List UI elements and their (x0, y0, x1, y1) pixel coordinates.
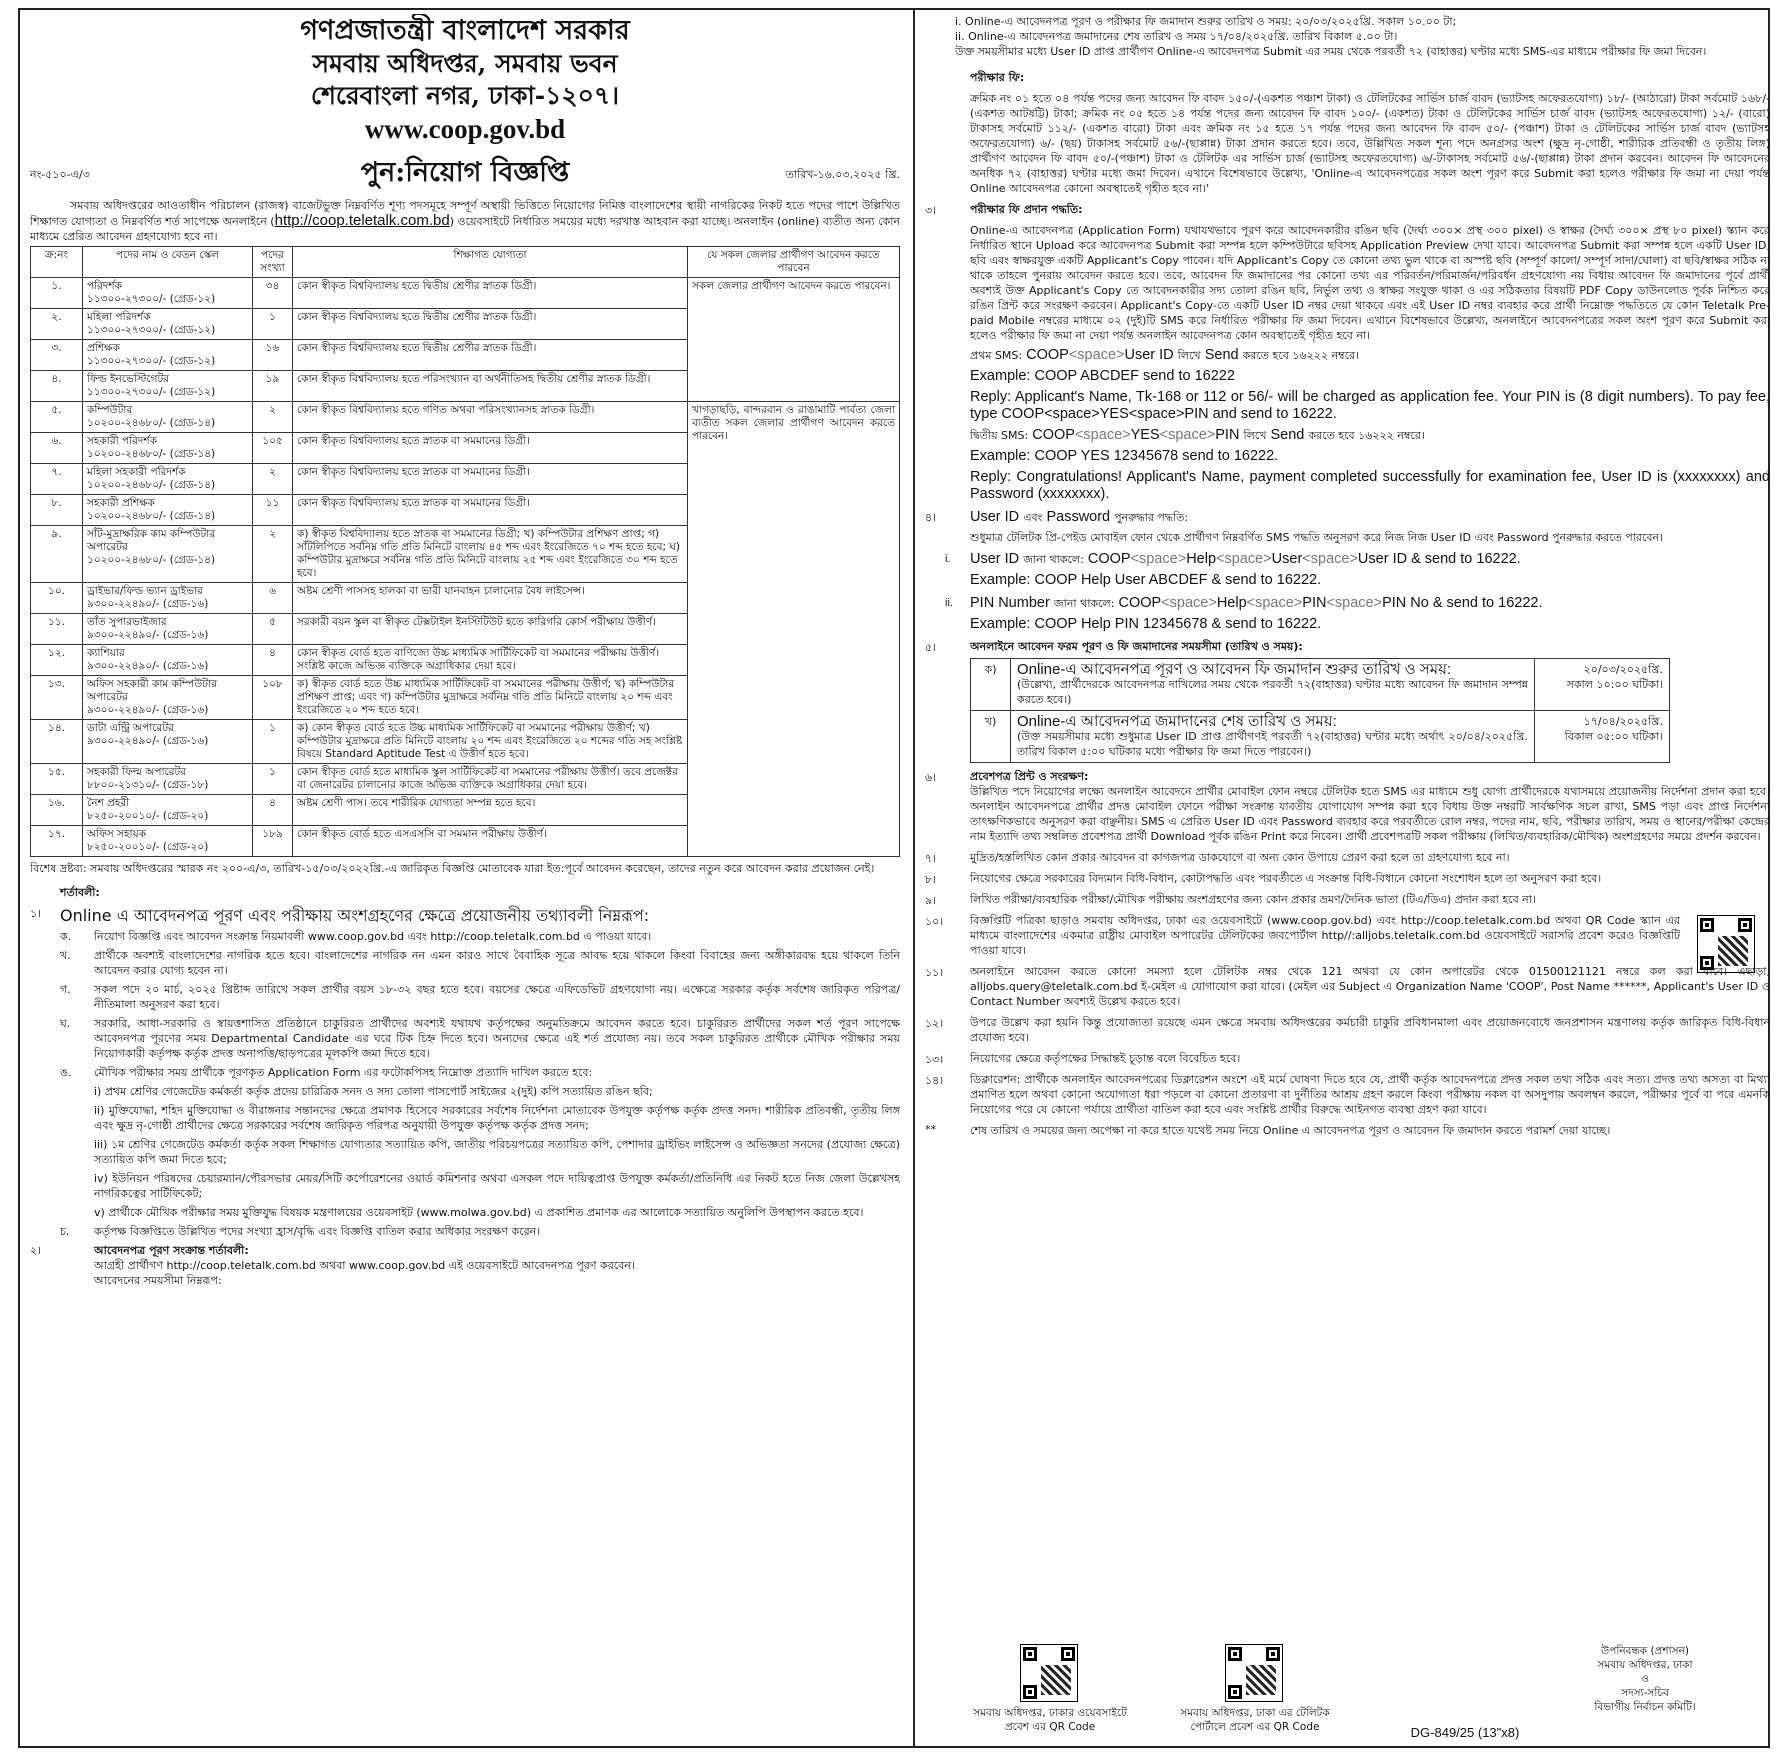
second-sms: দ্বিতীয় SMS: COOP<space>YES<space>PIN লিখে Send করতে হবে ১৬২২২ নম্বরে। (970, 427, 1425, 443)
pay-scale: ৯৩০০-২২৪৯০/- (গ্রেড-১৬) (87, 598, 209, 610)
condition-2-title: আবেদনপত্র পূরণ সংক্রান্ত শর্তাবলী: (94, 1244, 249, 1257)
condition-1-ga (60, 982, 900, 1012)
memo-number: নং-৫১০-এ/৩ (30, 168, 90, 181)
post-name: মহিলা পরিদর্শক (87, 311, 151, 323)
condition-1-ka (60, 929, 900, 944)
signature-block: উপনিবন্ধক (প্রশাসন) সমবায় অধিদপ্তর, ঢাকা ও সদস্য-সচিব বিভাগীয় নির্বাচন কমিটি। (1594, 1645, 1696, 1713)
section-12: ১২। উপরে উল্লেখ করা হয়নি কিন্তু প্রযোজ্যতা রয়েছে এমন ক্ষেত্রে সমবায় অধিদপ্তরের কর্মচারী চাকুরি প্রবিধানমালা এবং প্রয়োজনবোধে জনপ্রশাসন মন্ত্রণালয় কর্তৃক জারিকৃত বিধি-বিধান প্রযোজ্য হবে। (925, 1016, 1770, 1044)
cell-qualification: কোন স্বীকৃত বিশ্ববিদ্যালয় হতে পরিসংখ্যান বা অর্থনীতিসহ দ্বিতীয় শ্রেণীর স্নাতক ডিগ্রী। (293, 371, 688, 402)
dept-address: শেরেবাংলা নগর, ঢাকা-১২০৭। (310, 81, 620, 110)
condition-text: Online এ আবেদনপত্র পূরণ এবং পরীক্ষায় অংশগ্রহণের ক্ষেত্রে প্রয়োজনীয় তথ্যাবলী নিম্নরূপ: (60, 906, 650, 925)
section-number: ৩। (925, 204, 937, 217)
cell-serial: ১১. (31, 614, 83, 645)
letterhead (30, 14, 900, 146)
sub-text: কর্তৃপক্ষ বিজ্ঞপ্তিতে উল্লিখিত পদের সংখ্যা হ্রাস/বৃদ্ধি এবং বিজ্ঞপ্তি বাতিল করার অধিকার সংরক্ষণ করেন। (94, 1225, 541, 1238)
cell-qualification: অষ্টম শ্রেণী পাস। তবে শারীরিক যোগ্যতা সম্পন্ন হতে হবে। (293, 795, 688, 826)
cell-post (83, 720, 253, 764)
cell-count: ১০৮ (253, 676, 293, 720)
conditions-title: শর্তাবলী: (60, 886, 100, 899)
schedule-key: ক) (971, 659, 1011, 711)
cell-count: ২ (253, 526, 293, 583)
cell-districts: খাগড়াছড়ি, বান্দরবান ও রাঙামাটি পার্বত্য জেলা ব্যতীত সকল জেলার প্রার্থীগণ আবেদন করতে পারবেন। (688, 402, 900, 857)
pay-scale: ১০২০০-২৪৬৮০/- (গ্রেড-১৪) (87, 417, 216, 429)
post-name: প্রশিক্ষক (87, 342, 120, 354)
pay-scale: ১১৩০০-২৭৩০০/- (গ্রেড-১২) (87, 355, 216, 367)
schedule-row (971, 659, 1670, 711)
section-14: ১৪। ডিক্লারেশন: প্রার্থীকে অনলাইন আবেদনপত্রের ডিক্লারেশন অংশে এই মর্মে ঘোষণা দিতে হবে যে, প্রার্থী কর্তৃক আবেদনপত্রে প্রদত্ত সকল তথ্য সঠিক এবং সত্য। প্রদত্ত তথ্য অসত্য বা মিথ্যা প্রমাণিত হলে অথবা কোনো অযোগ্যতা ধরা পড়লে বা কোনো প্রতারণা বা দুর্নীতির আশ্রয় গ্রহণ করলে কিংবা পরীক্ষায় নকল বা অসদুপায় অবলম্বন করলে, পরীক্ষার পূর্বে বা পরে এমনকি নিয়োগের পরে যে কোনো পর্যায়ে প্রার্থীতা বাতিল করা হবে এবং সংশ্লিষ্ট প্রার্থীর বিরুদ্ধে আইনগত ব্যবস্থা গ্রহণ করা যাবে। (925, 1073, 1770, 1116)
sub-text: সরকারি, আধা-সরকারি ও স্বায়ত্তশাসিত প্রতিষ্ঠানে চাকুরিরত প্রার্থীদের অবশ্যই যথাযথ কর্তৃপক্ষের অনুমতিক্রমে আবেদন করতে হবে। চাকুরিরত প্রার্থীদের সকল শর্ত পূরণ সাপেক্ষে আবেদনপত্র পূরণের সময় Departmental Candidate এর ঘরে টিক চিহ্ন দিতে হবে। অন্যদের ক্ষেত্রে এই শর্ত প্রযোজ্য নয়। তবে সকল চাকুরিরত প্রার্থীকে মৌখিক পরীক্ষার সময় নিয়োগকারী কর্তৃপক্ষ কর্তৃক প্রদত্ত অনাপত্তি/ছাড়পত্রের মূলকপি জমা দিতে হবে। (94, 1017, 900, 1060)
section-9: ৯। লিখিত পরীক্ষা/ব্যবহারিক পরীক্ষা/মৌখিক পরীক্ষায় অংশগ্রহণের জন্য কোন প্রকার ভ্রমণ/দৈনিক ভাতা (টিএ/ডিএ) প্রদান করা হবে না। (925, 893, 1536, 907)
cell-post (83, 583, 253, 614)
second-sms-example: Example: COOP YES 12345678 send to 16222. (970, 448, 1279, 464)
section-11: ১১। অনলাইনে আবেদন করতে কোনো সমস্যা হলে টেলিটক নম্বর থেকে 121 অথবা যে কোন অপারেটর থেকে 01500121121 নম্বরে কল করা যাবে। এছাড়া, alljobs.query@teletalk.com.bd ই-মেইল এ যোগাযোগ করা যাবে। (মেইল এর Subject এ Organization Name 'COOP', Post Name ******, Applicant's User ID ও Contact Number অবশ্যই উল্লেখ করতে হবে। (925, 965, 1770, 1008)
qr-caption-website: সমবায় অধিদপ্তর, ঢাকার ওয়েবসাইটে প্রবেশ এর QR Code (973, 1707, 1127, 1733)
cell-serial: ১০. (31, 583, 83, 614)
cell-qualification: কোন স্বীকৃত বিশ্ববিদ্যালয় হতে দ্বিতীয় শ্রেণীর স্নাতক ডিগ্রী। (293, 309, 688, 340)
post-name: সহকারী পরিদর্শক (87, 435, 157, 447)
reference-row (30, 152, 900, 192)
cell-qualification: কোন স্বীকৃত বোর্ড হতে এসএসসি বা সমমান পরীক্ষায় উত্তীর্ণ। (293, 826, 688, 857)
table-row (31, 278, 900, 309)
cell-serial: ৬. (31, 433, 83, 464)
pay-scale: ১১৩০০-২৭৩০০/- (গ্রেড-১২) (87, 293, 216, 305)
cell-count: ১৮৯ (253, 826, 293, 857)
cell-count: ১৬ (253, 340, 293, 371)
intro-text-2: ) ওয়েবসাইটে নির্ধারিত সময়ের মধ্যে দরখাস্ত আহবান করা যাচ্ছে। অনলাইন (online) ব্যতীত অন্য কোন মাধ্যমে প্রেরিত আবেদন গ্রহণযোগ্য হবে না। (30, 215, 900, 243)
admit-card-text: উল্লিখিত পদে নিয়োগের লক্ষ্যে অনলাইন আবেদনে প্রার্থীর মোবাইল ফোন নম্বরে টেলিটক হতে SMS এর মাধ্যমে শুধু যোগ্য প্রার্থীদেরকে যথাসময়ে প্রয়োজনীয় নির্দেশনা প্রদান করা হবে। অনলাইন আবেদনপত্রে প্রার্থীর প্রদত্ত মোবাইল ফোনে পরীক্ষা সংক্রান্ত যাবতীয় যোগাযোগ সম্পন্ন করা হবে বিধায় উক্ত নম্বরটি সার্বক্ষণিক সচল রাখা, SMS পড়া এবং প্রাপ্ত নির্দেশনা তাৎক্ষণিকভাবে অনুসরণ করা বাঞ্ছনীয়। SMS এ প্রেরিত User ID এবং Password ব্যবহার করে পরবর্তীতে রোল নম্বর, পদের নাম, ছবি, পরীক্ষার তারিখ, সময় ও স্থানের/পরীক্ষা কেন্দ্রের নাম ইত্যাদি তথ্য সম্বলিত প্রবেশপত্র প্রার্থী Download পূর্বক রঙিন Print করে নিবেন। প্রার্থী প্রবেশপত্রটি সকল পরীক্ষায় (লিখিত/ব্যবহারিক/মৌখিক) অংশগ্রহণের সময়ে প্রদর্শন করবেন। (970, 785, 1770, 843)
post-name: ডাটা এন্ট্রি অপারেটর (87, 722, 174, 734)
schedule-datetime (1535, 659, 1670, 711)
schedule-time: সকাল ১০:০০ ঘটিকা। (1566, 678, 1663, 691)
first-sms: প্রথম SMS: COOP<space>User ID লিখে Send করতে হবে ১৬২২২ নম্বরে। (970, 347, 1360, 363)
cell-count: ৪ (253, 645, 293, 676)
cell-qualification: কোন স্বীকৃত বিশ্ববিদ্যালয় হতে গণিত অথবা পরিসংখ্যানসহ স্নাতক ডিগ্রী। (293, 402, 688, 433)
pay-scale: ১১৩০০-২৭৩০০/- (গ্রেড-১২) (87, 386, 216, 398)
cell-serial: ৪. (31, 371, 83, 402)
section-note: ** শেষ তারিখ ও সময়ের জন্য অপেক্ষা না করে হাতে যথেষ্ট সময় নিয়ে Online এ আবেদনপত্র পূরণ ও আবেদন ফি জমাদান করতে পরামর্শ দেয়া যাচ্ছে। (925, 1123, 1611, 1137)
cell-serial: ৭. (31, 464, 83, 495)
table-row (31, 402, 900, 433)
notice-title: পুন:নিয়োগ বিজ্ঞপ্তি (360, 157, 570, 188)
sub-text: মৌখিক পরীক্ষার সময় প্রার্থীকে পূরণকৃত Application Form এর ফটোকপিসহ নিম্নোক্ত প্রত্যাদি দাখিল করতে হবে: (94, 1066, 593, 1079)
schedule-line-ii: ii. Online-এ আবেদনপত্র জমাদানের শেষ তারিখ ও সময় ১৭/০৪/২০২৫খ্রি. তারিখ বিকাল ৫.০০ টা। (955, 30, 1398, 43)
schedule-date: ২০/০৩/২০২৫খ্রি. (1583, 663, 1663, 676)
document-text: ii) মুক্তিযোদ্ধা, শহিদ মুক্তিযোদ্ধা ও বীরাঙ্গনার সন্তানদের ক্ষেত্রে প্রমাণক হিসেবে সরকারের সর্বশেষ নির্দেশনা মোতাবেক উপযুক্ত কর্তৃপক্ষ কর্তৃক প্রদত্ত সনদ। শারীরিক প্রতিবন্ধী, তৃতীয় লিঙ্গ এবং ক্ষুদ্র নৃ-গোষ্ঠী প্রার্থীদের ক্ষেত্রে সরকারের সর্বশেষ জারিকৃত পরিপত্র অনুযায়ী উপযুক্ত কর্তৃপক্ষ কর্তৃক প্রদত্ত সনদ; (94, 1104, 900, 1132)
cell-post (83, 645, 253, 676)
sub-text: প্রার্থীকে অবশ্যই বাংলাদেশের নাগরিক হতে হবে। বাংলাদেশের নাগরিক নন এমন কারও সাথে বৈবাহিক সূত্রে আবদ্ধ হয়ে থাকলে কিংবা বিবাহের জন্য অঙ্গীকারবদ্ধ হয়ে থাকলে তিনি আবেদন করার যোগ্য হবেন না। (94, 949, 900, 977)
document-text: iii) ১ম শ্রেণির গেজেটেড কর্মকর্তা কর্তৃক সকল শিক্ষাগত যোগ্যতার সত্যায়িত কপি, জাতীয় পরিচয়পত্রের সত্যায়িত কপি, পেশাদার ড্রাইভিং লাইসেন্স ও অভিজ্ঞতা সনদের (প্রযোজ্য ক্ষেত্রে) সত্যায়িত কপি জমা দিতে হবে; (94, 1138, 900, 1166)
notice-date: তারিখ-১৬.০৩.২০২৫ খ্রি. (785, 168, 900, 181)
second-sms-reply: Reply: Congratulations! Applicant's Name, payment completed successfully for examination fee, User ID is (xxxxxxxx) and Password (xxxxxxxx). (970, 469, 1770, 502)
cell-count: ৬ (253, 583, 293, 614)
fee-text: ক্রমিক নং ০১ হতে ০৪ পর্যন্ত পদের জন্য আবেদন ফি বাবদ ১৫০/-(একশত পঞ্চাশ টাকা) ও টেলিটকের সার্ভিস চার্জ বাবদ (ভ্যাটসহ অফেরতযোগ্য) ১৮/- (আঠারো) টাকা সর্বমোট ১৬৮/- (একশত আটষট্টি) টাকা; ক্রমিক নং ০৫ হতে ১৪ পর্যন্ত পদের জন্য আবেদন ফি বাবদ ১০০/- (একশত) টাকা ও টেলিটকের সার্ভিস চার্জ বাবদ (ভ্যাটসহ অফেরতযোগ্য) ১২/- (বারো) টাকাসহ সর্বমোট ১১২/- (একশত বারো) টাকা এবং ক্রমিক নং ১৫ হতে ১৭ পর্যন্ত পদের জন্য আবেদন ফি বাবদ ৫০/- (পঞ্চাশ) টাকা ও টেলিটকের সার্ভিস চার্জ বাবদ (ভ্যাটসহ অফেরতযোগ্য) ৬/- (ছয়) টাকাসহ সর্বমোট ৫৬/-(ছাপ্পান্ন) টাকা প্রদান করতে হবে। তবে, উল্লিখিত সকল শূন্য পদে অনগ্রসর অংশ (ক্ষুদ্র নৃ-গোষ্ঠী, শারীরিক প্রতিবন্ধী ও তৃতীয় লিঙ্গ) প্রার্থীগণ আবেদন ফি বাবদ ৫০/-(পঞ্চাশ) টাকা ও টেলিটক এর সার্ভিস চার্জ (ভ্যাটসহ অফেরতযোগ্য) ৬/-টাকাসহ সর্বমোট ৫৬/-(ছাপ্পান্ন) টাকা প্রদান করবেন। আবেদন ফি আবেদনের অনধিক ৭২ (বাহাত্তর) ঘণ্টার মধ্যে জমা দিবেন। এখানে বিশেষভাবে উল্লেখ্য, 'Online-এ আবেদনপত্রের সকল অংশ পূরণ করে Submit করা হলেও পরীক্ষার ফি জমা না দেয়া পর্যন্ত Online আবেদনপত্র কোনো অবস্থাতেই গৃহীত হবে না।' (970, 92, 1770, 195)
section-13: ১৩। নিয়োগের ক্ষেত্রে কর্তৃপক্ষের সিদ্ধান্তই চূড়ান্ত বলে বিবেচিত হবে। (925, 1052, 1241, 1066)
cell-serial: ১৪. (31, 720, 83, 764)
section-heading: User ID এবং Password পুনরুদ্ধার পদ্ধতি: (970, 509, 1189, 525)
condition-number: ২। (30, 1244, 42, 1257)
condition-number: ১। (30, 907, 42, 920)
section-6 (925, 769, 1770, 844)
section-8: ৮। নিয়োগের ক্ষেত্রে সরকারের বিদ্যমান বিধি-বিধান, কোটাপদ্ধতি এবং পরবর্তীতে এ সংক্রান্ত বিধি-বিধানে কোনো সংশোধন হলে তা অনুসরণ করা হবে। (925, 872, 1602, 886)
cell-qualification: কোন স্বীকৃত বোর্ড হতে বাণিজ্যে উচ্চ মাধ্যমিক সার্টিফিকেট বা সমমানের পরীক্ষায় উত্তীর্ণ। সংশ্লিষ্ট কাজে অভিজ্ঞ ব্যক্তিকে অগ্রাধিকার দেয়া হবে। (293, 645, 688, 676)
pay-scale: ৯৩০০-২২৪৯০/- (গ্রেড-১৬) (87, 629, 209, 641)
pay-scale: ৮২৫০-২০০১০/- (গ্রেড-২০) (87, 841, 209, 853)
schedule-key: খ) (971, 711, 1011, 763)
cell-serial: ৩. (31, 340, 83, 371)
cell-qualification: ক) স্বীকৃত বোর্ড হতে উচ্চ মাধ্যমিক সার্টিফিকেট বা সমমানের পরীক্ষায় উত্তীর্ণ; খ) কম্পিউটার প্রশিক্ষণ প্রাপ্ত; এবং গ) কম্পিউটার মুদ্রাক্ষরে সর্বনিম্ন গতি প্রতি মিনিটে বাংলায় ২০ শব্দ এবং ইংরেজিতে ২০ শব্দ হতে হবে। (293, 676, 688, 720)
cell-post (83, 795, 253, 826)
cell-post (83, 614, 253, 645)
qr-code-icon[interactable] (1225, 1644, 1283, 1702)
pay-scale: ১০২০০-২৪৬৮০/- (গ্রেড-১৪) (87, 510, 216, 522)
cell-post (83, 402, 253, 433)
schedule-note: (উক্ত সময়সীমার মধ্যে শুধুমাত্র User ID প্রাপ্ত প্রার্থীগণই পরবর্তী ৭২(বাহাত্তর) ঘণ্টার মধ্যে অর্থাৎ ২০/০৪/২০২৫খ্রি. তারিখ বিকাল ৫:০০ ঘটিকার মধ্যে পরীক্ষার ফি জমা দিতে পারবেন।) (1017, 730, 1528, 758)
cell-qualification: কোন স্বীকৃত বিশ্ববিদ্যালয় হতে দ্বিতীয় শ্রেণীর স্নাতক ডিগ্রী। (293, 278, 688, 309)
cell-post (83, 371, 253, 402)
first-sms-example: Example: COOP ABCDEF send to 16222 (970, 368, 1235, 384)
pay-scale: ৯৩০০-২২৪৯০/- (গ্রেড-১৬) (87, 735, 209, 747)
document-i (94, 1084, 900, 1099)
right-column (925, 14, 1770, 1744)
cell-post (83, 676, 253, 720)
cell-post (83, 309, 253, 340)
cell-serial: ১২. (31, 645, 83, 676)
post-name: সাঁট-মুদ্রাক্ষরিক কাম কম্পিউটার অপারেটর (87, 528, 216, 553)
section-4 (925, 509, 1770, 545)
cell-count: ৫ (253, 614, 293, 645)
recovery-text: শুধুমাত্র টেলিটক প্রি-পেইড মোবাইল ফোন থেকে প্রার্থীগণ নিম্নবর্ণিত SMS পদ্ধতি অনুসরণ করে নিজ নিজ User ID এবং Password পুনরুদ্ধার করতে পারবেন। (970, 531, 1664, 544)
schedule-time: বিকাল ০৫:০০ ঘটিকা। (1564, 730, 1663, 743)
col-districts: যে সকল জেলার প্রার্থীগণ আবেদন করতে পারবেন (688, 247, 900, 278)
col-post: পদের নাম ও বেতন স্কেল (83, 247, 253, 278)
pay-scale: ৮৮০০-২১৩১০/- (গ্রেড-১৮) (87, 779, 209, 791)
cell-count: ১ (253, 720, 293, 764)
cell-count: ২ (253, 402, 293, 433)
sub-number: চ. (60, 1225, 70, 1238)
post-name: পরিদর্শক (87, 280, 122, 292)
cell-serial: ১৭. (31, 826, 83, 857)
schedule-title: Online-এ আবেদনপত্র জমাদানের শেষ তারিখ ও সময়: (1017, 713, 1337, 730)
schedule-row (971, 711, 1670, 763)
schedule-table (970, 658, 1670, 763)
col-qualification: শিক্ষাগত যোগ্যতা (293, 247, 688, 278)
cell-post (83, 278, 253, 309)
document-v (94, 1205, 900, 1220)
cell-serial: ৯. (31, 526, 83, 583)
cell-count: ২ (253, 464, 293, 495)
condition-2-text-2: আবেদনের সময়সীমা নিম্নরূপ: (94, 1274, 222, 1287)
post-name: অফিস সহকারী কাম কম্পিউটার অপারেটর (87, 678, 217, 703)
dept-website[interactable]: www.coop.gov.bd (364, 114, 566, 144)
cell-count: ১ (253, 309, 293, 340)
cell-serial: ২. (31, 309, 83, 340)
cell-qualification: অষ্টম শ্রেণী পাসসহ হালকা বা ভারী যানবাহন চালানোর বৈধ লাইসেন্স। (293, 583, 688, 614)
post-name: মহিলা সহকারী পরিদর্শক (87, 466, 186, 478)
cell-post (83, 826, 253, 857)
schedule-line-i: i. Online-এ আবেদনপত্র পূরণ ও পরীক্ষার ফি জমাদান শুরুর তারিখ ও সময়: ২০/০৩/২০২৫খ্রি. সকাল ১০.০০ টা; (955, 15, 1457, 28)
cell-qualification: কোন স্বীকৃত বিশ্ববিদ্যালয় হতে স্নাতক বা সমমানের ডিগ্রী। (293, 464, 688, 495)
cell-serial: ৮. (31, 495, 83, 526)
post-name: ফিল্ড ইনভেস্টিগেটর (87, 373, 169, 385)
schedule-title: Online-এ আবেদনপত্র পূরণ ও আবেদন ফি জমাদান শুরুর তারিখ ও সময়: (1017, 661, 1452, 678)
pay-scale: ৮২৫০-২০০১০/- (গ্রেড-২০) (87, 810, 209, 822)
left-column (30, 14, 900, 1744)
cell-count: ৩৪ (253, 278, 293, 309)
cell-count: ১১ (253, 495, 293, 526)
cell-serial: ১৫. (31, 764, 83, 795)
cell-districts: সকল জেলার প্রার্থীগণ আবেদন করতে পারবেন। (688, 278, 900, 402)
post-name: নৈশ প্রহরী (87, 797, 130, 809)
schedule-desc (1011, 659, 1535, 711)
cell-qualification: সরকারী বয়ন স্কুল বা স্বীকৃত টেক্সটাইল ইনস্টিটিউট হতে কারিগরি কোর্স পরীক্ষায় উত্তীর্ণ। (293, 614, 688, 645)
post-name: সহকারী প্রশিক্ষক (87, 497, 155, 509)
posts-table (30, 246, 900, 857)
condition-1-gha (60, 1016, 900, 1061)
post-name: কম্পিউটার (87, 404, 133, 416)
footer (925, 1644, 1770, 1744)
sub-number: ঙ. (60, 1066, 72, 1079)
cell-post (83, 340, 253, 371)
intro-text: সমবায় অধিদপ্তরের আওতাধীন পরিচালন (রাজস্ব) বাজেটভুক্ত নিম্নবর্ণিত শূণ্য পদসমূহে সম্পূর্ণ অস্থায়ী ভিত্তিতে নিয়োগের নিমিত্ত বাংলাদেশের স্থায়ী নাগরিকের নিকট হতে পদের পাশে উল্লিখিত শিক্ষাগত যোগ্যতা ও নিম্নবর্ণিত শর্ত সাপেক্ষে অনলাইনে ( (30, 199, 900, 228)
section-7: ৭। মুদ্রিত/হস্তলিখিত কোন প্রকার আবেদন বা কাগজপত্র ডাকযোগে বা অন্য কোন উপায়ে প্রেরণ করা হলে তা গ্রহণযোগ্য হবে না। (925, 851, 1510, 865)
sub-number: ঘ. (60, 1017, 71, 1030)
teletalk-link[interactable]: http://coop.teletalk.com.bd (274, 212, 450, 229)
column-divider (913, 8, 915, 1748)
section-number: ৫। (925, 641, 937, 654)
pay-scale: ১০২০০-২৪৬৮০/- (গ্রেড-১৪) (87, 554, 216, 566)
cell-serial: ১. (31, 278, 83, 309)
pay-scale: ১০২০০-২৪৬৮০/- (গ্রেড-১৪) (87, 448, 216, 460)
cell-post (83, 433, 253, 464)
cell-qualification: কোন স্বীকৃত বিশ্ববিদ্যালয় হতে স্নাতক বা সমমানের ডিগ্রী। (293, 433, 688, 464)
cell-qualification: কোন স্বীকৃত বোর্ড হতে মাধ্যমিক স্কুল সার্টিফিকেট বা সমমানের পরীক্ষায় উত্তীর্ণ। তবে প্রজেক্টর বা জেনারেটর চালানোর কাজে অভিজ্ঞ ব্যক্তিকে অগ্রাধিকার দেয়া হবে। (293, 764, 688, 795)
section-number: ৪। (925, 511, 937, 524)
document-iii (94, 1137, 900, 1167)
cell-count: ১০৫ (253, 433, 293, 464)
document-text: v) প্রার্থীকে মৌখিক পরীক্ষার সময় মুক্তিযুদ্ধ বিষয়ক মন্ত্রণালয়ের ওয়েবসাইট (www.molwa.gov.bd) এ প্রকাশিত প্রমাণক এর আলোকে সত্যায়িত অনুলিপি উপস্থাপন করতে হবে। (94, 1206, 864, 1219)
document-iv (94, 1171, 900, 1201)
cell-post (83, 464, 253, 495)
sub-text: নিয়োগ বিজ্ঞপ্তি এবং আবেদন সংক্রান্ত নিয়মাবলী www.coop.gov.bd এবং http://coop.teletalk.com.bd এ পাওয়া যাবে। (94, 930, 652, 943)
recovery-pin: ii. PIN Number জানা থাকলে: COOP<space>Help<space>PIN<space>PIN No & send to 16222. Example: COOP Help PIN 12345678 & send to 16222. (945, 595, 1543, 632)
cell-qualification: ক) স্বীকৃত বিশ্ববিদ্যালয় হতে স্নাতক বা সমমানের ডিগ্রী; খ) কম্পিউটার প্রশিক্ষণ প্রাপ্ত; গ) সাঁটলিপিতে সর্বনিম্ন গতি প্রতি মিনিটে বাংলায় ৪৫ শব্দ এবং ইংরেজিতে ৭০ শব্দ হতে হবে; ঘ) কম্পিউটার মুদ্রাক্ষরে সর্বনিম্ন গতি প্রতি মিনিটে বাংলায় ২৫ শব্দ এবং ইংরেজিতে ৩০ শব্দ হতে হবে। (293, 526, 688, 583)
schedule-date: ১৭/০৪/২০২৫খ্রি. (1583, 715, 1663, 728)
condition-1-cha (60, 1224, 900, 1239)
cell-count: ১ (253, 764, 293, 795)
posts-table-header (31, 247, 900, 278)
sub-number: ক. (60, 930, 72, 943)
pay-scale: ৯৩০০-২২৪৯০/- (গ্রেড-১৬) (87, 704, 209, 716)
section-5 (925, 639, 1770, 763)
dept-name: সমবায় অধিদপ্তর, সমবায় ভবন (312, 49, 618, 78)
cell-post (83, 495, 253, 526)
intro-paragraph (30, 198, 900, 244)
condition-2 (30, 1243, 900, 1288)
section-number: ৬। (925, 771, 937, 784)
document-ii (94, 1103, 900, 1133)
schedule-note: উক্ত সময়সীমার মধ্যে User ID প্রাপ্ত প্রার্থীগণ Online-এ আবেদনপত্র Submit এর সময় থেকে পরবর্তী ৭২ (বাহাত্তর) ঘণ্টার মধ্যে SMS-এর মাধ্যমে পরীক্ষার ফি জমা দিবেন। (955, 45, 1707, 58)
cell-post (83, 526, 253, 583)
document-text: iv) ইউনিয়ন পরিষদের চেয়ারম্যান/পৌরসভার মেয়র/সিটি কর্পোরেশনের ওয়ার্ড কমিশনার অথবা এসকল পদে দায়িত্বপ্রাপ্ত উপযুক্ত কর্মকর্তা/প্রতিনিধি এর নিকট হতে নিজ জেলা উল্লেখসহ নাগরিকত্বের সার্টিফিকেট; (94, 1172, 900, 1200)
qr-caption-teletalk: সমবায় অধিদপ্তর, ঢাকা এর টেলিটক পোর্টালে প্রবেশ এর QR Code (1180, 1707, 1330, 1733)
section-3 (925, 202, 1770, 503)
condition-2-text: আগ্রহী প্রার্থীগণ http://coop.teletalk.com.bd অথবা www.coop.gov.bd এই ওয়েবসাইটে আবেদনপত্র পূরণ করবেন। (94, 1259, 635, 1272)
schedule-desc (1011, 711, 1535, 763)
post-name: ড্রাইভার/ফিল্ড ভ্যান ড্রাইভার (87, 585, 203, 597)
post-name: ক্যাশিয়ার (87, 647, 125, 659)
post-name: অফিস সহায়ক (87, 828, 147, 840)
pay-scale: ১১৩০০-২৭৩০০/- (গ্রেড-১২) (87, 324, 216, 336)
condition-1 (30, 906, 900, 925)
schedule-datetime (1535, 711, 1670, 763)
document-text: i) প্রথম শ্রেণির গেজেটেড কর্মকর্তা কর্তৃক প্রদেয় চারিত্রিক সনদ ও সদ্য তোলা পাসপোর্ট সাইজের ২(দুই) কপি সত্যায়িত রঙিন ছবি; (94, 1085, 653, 1098)
condition-1-kha (60, 948, 900, 978)
section-heading: পরীক্ষার ফি প্রদান পদ্ধতি: (970, 203, 1083, 216)
dg-number: DG-849/25 (13"x8) (1410, 1725, 1520, 1740)
cell-count: ৪ (253, 795, 293, 826)
sub-number: খ. (60, 949, 71, 962)
cell-post (83, 764, 253, 795)
col-serial: ক্র:নং (31, 247, 83, 278)
cell-qualification: কোন স্বীকৃত বিশ্ববিদ্যালয় হতে দ্বিতীয় শ্রেণীর স্নাতক ডিগ্রী। (293, 340, 688, 371)
cell-serial: ১৩. (31, 676, 83, 720)
cell-serial: ১৬. (31, 795, 83, 826)
pay-scale: ৯৩০০-২২৪৯০/- (গ্রেড-১৬) (87, 660, 209, 672)
special-note: বিশেষ দ্রষ্টব্য: সমবায় অধিদপ্তরের স্মারক নং ২০০-এ/৩, তারিখ-১৫/০৩/২০২২খ্রি.-এ জারিকৃত বিজ্ঞপ্তি মোতাবেক যারা ইত:পূর্বে আবেদন করেছেন, তাদের নতুন করে আবেদন করার প্রয়োজন নেই। (30, 862, 875, 875)
pay-scale: ১০২০০-২৪৬৮০/- (গ্রেড-১৪) (87, 479, 216, 491)
section-heading: প্রবেশপত্র প্রিন্ট ও সংরক্ষণ: (970, 770, 1089, 783)
schedule-note: (উল্লেখ্য, প্রার্থীদেরকে আবেদনপত্র দাখিলের সময় থেকে পরবর্তী ৭২(বাহাত্তর) ঘণ্টার মধ্যে আবেদন ফি জমাদান সম্পন্ন করতে হবে।) (1017, 678, 1528, 706)
sub-number: গ. (60, 983, 71, 996)
fee-procedure-text: Online-এ আবেদনপত্র (Application Form) যথাযথভাবে পূরণ করে আবেদনকারীর রঙিন ছবি (দৈর্ঘ্য ৩০০× প্রস্থ ৩০০ pixel) ও স্বাক্ষর (দৈর্ঘ্য ৩০০× প্রস্থ ৮০ pixel) স্ক্যান করে নির্ধারিত স্থানে Upload করে আবেদনপত্র Submit করা সম্পন্ন হলে কম্পিউটারে ছবিসহ Application Preview দেখা যাবে। আবেদনপত্র Submit করা সম্পন্ন হলে একটি User ID, ছবি এবং স্বাক্ষরযুক্ত একটি Applicant's Copy পাবেন। যদি Applicant's Copy তে কোনো তথ্য ভুল থাকে বা অস্পষ্ট ছবি (সম্পূর্ণ কালো/ সম্পূর্ণ সাদা/ঘোলা) বা ছবি/স্বাক্ষর সঠিক না থাকে তাহলে পুনরায় আবেদন করতে হবে। তবে, আবেদন ফি জমাদানের পর কোনো তথ্য এর পরিবর্তন/পরিমার্জন/পরিবর্ধন গ্রহণযোগ্য নয় বিধায় আবেদন ফি জমাদানের পূর্বে প্রার্থী অবশ্যই উক্ত Applicant's Copy তে আবেদনকারীর সদ্য তোলা রঙিন ছবি, নির্ভুল তথ্য ও স্বাক্ষর সংযুক্ত থাকা ও এর সঠিকতার বিষয়টি PDF Copy ডাউনলোড পূর্বক নিশ্চিত করে রঙিন প্রিন্ট করে সংরক্ষণ করবেন। Applicant's Copy-তে একটি User ID নম্বর দেয়া থাকবে এবং এই User ID নম্বর ব্যবহার করে প্রার্থী নিম্নোক্ত পদ্ধতিতে যে কোন Teletalk Pre-paid Mobile নম্বরের মাধ্যমে ০২ (দুই)টি SMS করে নির্ধারিত পরীক্ষার ফি জমা দিবেন। এখানে বিশেষভাবে উল্লেখ্য, অনলাইনে আবেদনপত্রের সকল অংশ পূরণ করে Submit করা হলেও পরীক্ষার ফি জমা না দেয়া পর্যন্ত অনলাইন আবেদনপত্র কোন অবস্থাতেই গৃহীত হবে না। (970, 224, 1770, 342)
cell-serial: ৫. (31, 402, 83, 433)
cell-count: ১৯ (253, 371, 293, 402)
post-name: সহকারী ফিল্ম অপারেটর (87, 766, 187, 778)
qr-code-icon[interactable] (1020, 1644, 1078, 1702)
govt-name: গণপ্রজাতন্ত্রী বাংলাদেশ সরকার (300, 15, 630, 46)
condition-1-umo (60, 1065, 900, 1080)
col-count: পদের সংখ্যা (253, 247, 293, 278)
cell-qualification: ক) কোন স্বীকৃত বোর্ড হতে উচ্চ মাধ্যমিক সার্টিফিকেট বা সমমানের পরীক্ষায় উত্তীর্ণ; খ) কম্পিউটার মুদ্রাক্ষরে প্রতি মিনিটে বাংলায় ২০ শব্দ এবং ইংরেজিতে ২০ শব্দের গতি সহ সংশ্লিষ্ট বিষয়ে Standard Aptitude Test এ উত্তীর্ণ হতে হবে। (293, 720, 688, 764)
section-10: ১০। বিজ্ঞপ্তিটি পত্রিকা ছাড়াও সমবায় অধিদপ্তর, ঢাকা এর ওয়েবসাইটে (www.coop.gov.bd) এবং http://coop.teletalk.com.bd অথবা QR Code স্ক্যান এর মাধ্যমে বাংলাদেশের একমাত্র রাষ্ট্রীয় মোবাইল অপারেটর টেলিটকের জবপোর্টাল http//:alljobs.teletalk.com.bd ওয়েবসাইটে সরাসরি প্রবেশ করেও বিজ্ঞপ্তিটি পাওয়া যাবে। (925, 913, 1770, 958)
section-heading: অনলাইনে আবেদন ফরম পূরণ ও ফি জমাদানের সময়সীমা (তারিখ ও সময়): (970, 640, 1303, 653)
first-sms-reply: Reply: Applicant's Name, Tk-168 or 112 or 56/- will be charged as application fee. Your PIN is (8 digit numbers). To pay fee, type COOP<space>YES<space>PIN and send to 16222. (970, 389, 1770, 422)
recovery-user-id: i. User ID জানা থাকলে: COOP<space>Help<space>User<space>User ID & send to 16222. Example: COOP Help User ABCDEF & send to 16222. (945, 551, 1521, 588)
sub-text: সকল পদে ২০ মার্চ, ২০২৫ খ্রিষ্টাব্দ তারিখে সকল প্রার্থীর বয়স ১৮-৩২ বছর হতে হবে। বয়সের ক্ষেত্রে এফিডেভিট গ্রহণযোগ্য নয়। এক্ষেত্রে সরকার কর্তৃক সর্বশেষ জারিকৃত পরিপত্র/নীতিমালা অনুসরণ করা হবে। (94, 983, 900, 1011)
post-name: তাঁত সুপারভাইজার (87, 616, 167, 628)
cell-qualification: কোন স্বীকৃত বিশ্ববিদ্যালয় হতে স্নাতক বা সমমানের ডিগ্রী। (293, 495, 688, 526)
fee-heading: পরীক্ষার ফি: (970, 71, 1025, 84)
